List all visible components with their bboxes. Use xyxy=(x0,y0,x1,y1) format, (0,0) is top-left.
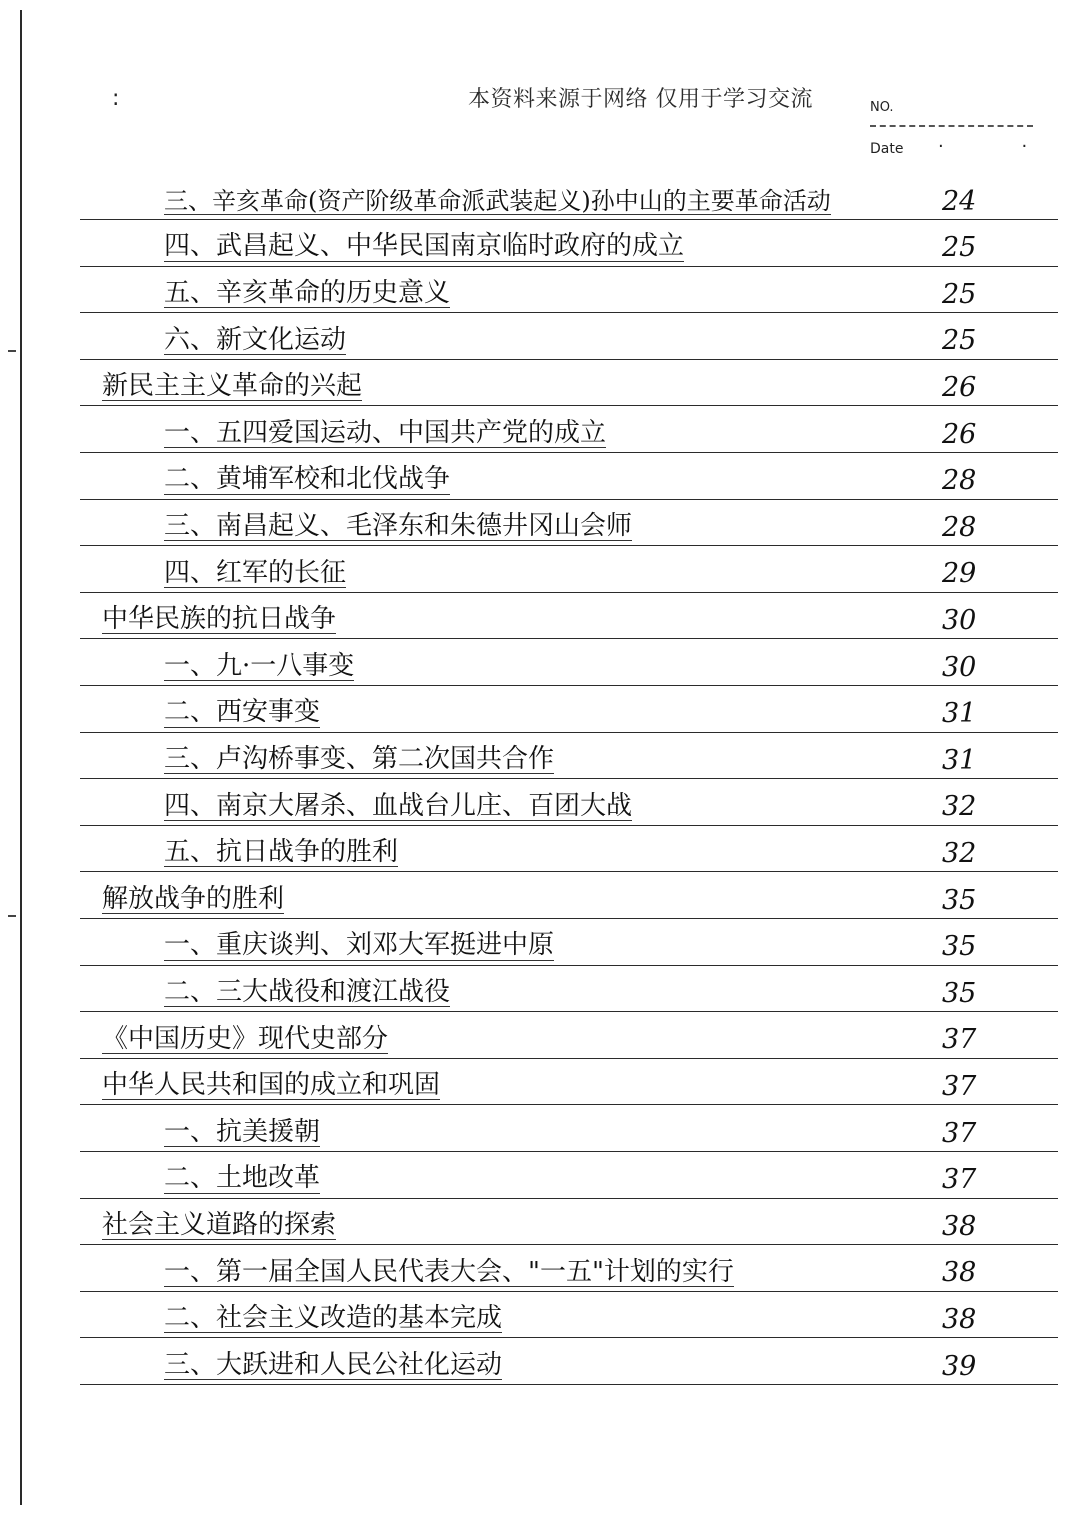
toc-row xyxy=(80,731,1058,779)
toc-row xyxy=(80,824,1058,872)
toc-entry-title: 中华民族的抗日战争 xyxy=(102,604,337,635)
header-dashed-rule xyxy=(870,125,1033,127)
toc-entry-page: 25 xyxy=(942,325,977,357)
date-dots: · · xyxy=(938,136,1064,157)
toc-entry-page: 28 xyxy=(942,465,977,497)
toc-entry-page: 35 xyxy=(942,931,977,963)
toc-row xyxy=(80,265,1058,313)
toc-entry-title: 六、新文化运动 xyxy=(164,324,347,355)
toc-row xyxy=(80,1337,1058,1385)
toc-row xyxy=(80,1151,1058,1199)
toc-entry-title: 新民主主义革命的兴起 xyxy=(102,371,363,402)
header-left-mark: : xyxy=(112,86,120,111)
toc-entry-page: 39 xyxy=(942,1350,977,1382)
toc-entry-page: 38 xyxy=(942,1210,977,1242)
toc-entry-title: 三、辛亥革命(资产阶级革命派武装起义)孙中山的主要革命活动 xyxy=(164,186,831,215)
toc-entry-title: 二、三大战役和渡江战役 xyxy=(164,976,451,1007)
toc-row xyxy=(80,918,1058,966)
toc-entry-page: 35 xyxy=(942,977,977,1009)
toc-row xyxy=(80,1197,1058,1245)
toc-row xyxy=(80,591,1058,639)
toc-entry-title: 三、南昌起义、毛泽东和朱德井冈山会师 xyxy=(164,510,633,541)
toc-entry-page: 25 xyxy=(942,278,977,310)
toc-entry-title: 一、九·一八事变 xyxy=(164,650,355,681)
toc-entry-page: 24 xyxy=(942,185,977,217)
toc-entry-page: 29 xyxy=(942,558,977,590)
toc-row xyxy=(80,1290,1058,1338)
toc-entry-title: 一、抗美援朝 xyxy=(164,1116,321,1147)
toc-entry-title: 一、五四爱国运动、中国共产党的成立 xyxy=(164,417,607,448)
toc-row xyxy=(80,172,1058,220)
toc-entry-title: 二、黄埔军校和北伐战争 xyxy=(164,464,451,495)
toc-entry-title: 一、重庆谈判、刘邓大军挺进中原 xyxy=(164,930,555,961)
toc-row xyxy=(80,1011,1058,1059)
toc-entry-title: 五、抗日战争的胜利 xyxy=(164,837,399,868)
margin-tick xyxy=(8,915,16,917)
number-label: NO. xyxy=(870,100,894,115)
toc-entry-page: 32 xyxy=(942,838,977,870)
toc-entry-title: 二、土地改革 xyxy=(164,1163,321,1194)
toc-row xyxy=(80,685,1058,733)
toc-entry-title: 一、第一届全国人民代表大会、"一五"计划的实行 xyxy=(164,1256,734,1287)
toc-entry-page: 38 xyxy=(942,1304,977,1336)
toc-entry-page: 26 xyxy=(942,372,977,404)
toc-entry-title: 解放战争的胜利 xyxy=(102,883,285,914)
source-notice: 本资料来源于网络 仅用于学习交流 xyxy=(468,87,813,112)
toc-entry-page: 31 xyxy=(942,698,977,730)
toc-entry-page: 25 xyxy=(942,232,977,264)
toc-entry-page: 32 xyxy=(942,791,977,823)
toc-entry-title: 二、西安事变 xyxy=(164,697,321,728)
toc-row xyxy=(80,964,1058,1012)
toc-entry-page: 31 xyxy=(942,744,977,776)
date-label: Date xyxy=(870,141,904,157)
toc-entry-title: 三、大跃进和人民公社化运动 xyxy=(164,1349,503,1380)
toc-row xyxy=(80,545,1058,593)
binding-margin-line xyxy=(20,10,22,1505)
toc-row xyxy=(80,219,1058,267)
margin-tick xyxy=(8,350,16,352)
toc-entry-page: 38 xyxy=(942,1257,977,1289)
toc-row xyxy=(80,312,1058,360)
toc-row xyxy=(80,452,1058,500)
toc-entry-title: 五、辛亥革命的历史意义 xyxy=(164,277,451,308)
toc-row xyxy=(80,1057,1058,1105)
toc-entry-page: 37 xyxy=(942,1164,977,1196)
toc-entry-title: 四、红军的长征 xyxy=(164,557,347,588)
toc-entry-page: 30 xyxy=(942,651,977,683)
toc-entry-page: 37 xyxy=(942,1024,977,1056)
toc-entry-page: 30 xyxy=(942,605,977,637)
toc-entry-page: 37 xyxy=(942,1071,977,1103)
toc-row xyxy=(80,405,1058,453)
toc-row xyxy=(80,638,1058,686)
toc-entry-page: 37 xyxy=(942,1117,977,1149)
toc-row xyxy=(80,498,1058,546)
toc-entry-page: 35 xyxy=(942,884,977,916)
toc-entry-page: 26 xyxy=(942,418,977,450)
toc-row xyxy=(80,1244,1058,1292)
toc-entry-title: 四、南京大屠杀、血战台儿庄、百团大战 xyxy=(164,790,633,821)
toc-row xyxy=(80,1104,1058,1152)
toc-row xyxy=(80,358,1058,406)
toc-entry-title: 三、卢沟桥事变、第二次国共合作 xyxy=(164,743,555,774)
toc-row xyxy=(80,871,1058,919)
toc-entry-title: 二、社会主义改造的基本完成 xyxy=(164,1303,503,1334)
toc-entry-title: 《中国历史》现代史部分 xyxy=(102,1023,389,1054)
toc-entry-title: 社会主义道路的探索 xyxy=(102,1209,337,1240)
toc-entry-page: 28 xyxy=(942,511,977,543)
toc-entry-title: 四、武昌起义、中华民国南京临时政府的成立 xyxy=(164,231,685,262)
toc-entry-title: 中华人民共和国的成立和巩固 xyxy=(102,1070,441,1101)
toc-row xyxy=(80,778,1058,826)
